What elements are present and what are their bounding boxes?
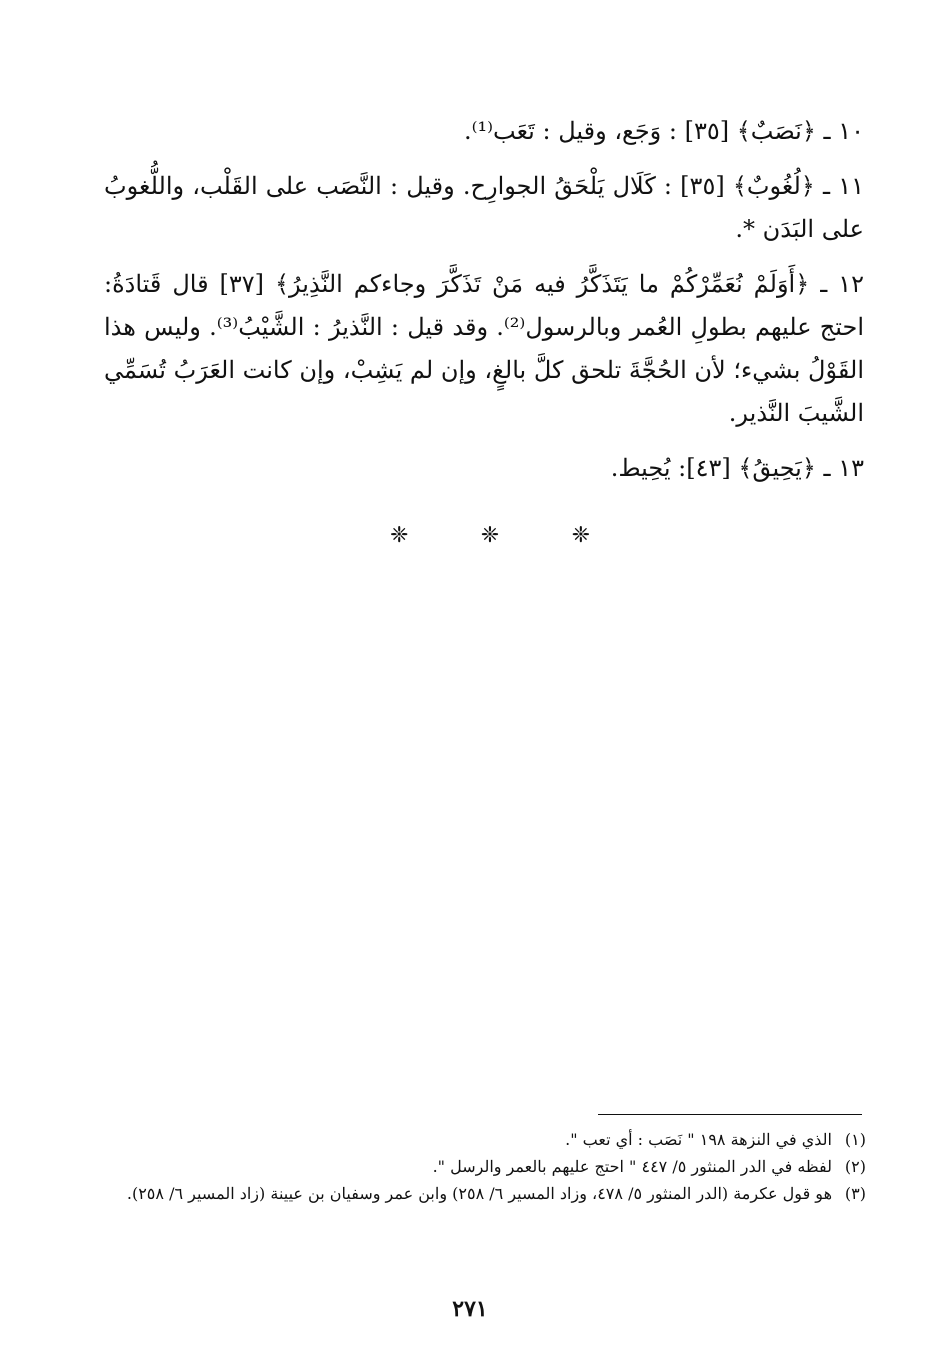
main-text — [104, 110, 864, 502]
footnote-text: لفظه في الدر المنثور ٥/ ٤٤٧ " احتج عليهم بالعمر والرسل ". — [432, 1157, 832, 1176]
footnote-3 — [104, 1180, 866, 1207]
section-divider — [390, 523, 590, 548]
ornament-icon: ❈ — [390, 523, 409, 548]
ornament-icon: ❈ — [480, 523, 500, 548]
footnote-number: (٣) — [844, 1184, 866, 1203]
page-number: ٢٧١ — [452, 1296, 488, 1322]
entry-13: ١٣ ـ ﴿يَحِيقُ﴾ [٤٣]: يُحِيط. — [610, 454, 864, 482]
footnotes — [104, 1126, 866, 1207]
footnote-1 — [104, 1126, 866, 1153]
entry-11: ١١ ـ ﴿لُغُوبٌ﴾ [٣٥] : كَلَال يَلْحَقُ الجوارِح. وقيل : النَّصَب على القَلْب، واللُّغوبُ على البَدَن *. — [104, 172, 864, 243]
footnote-2 — [104, 1153, 866, 1180]
footnote-text: هو قول عكرمة (الدر المنثور ٥/ ٤٧٨، وزاد المسير ٦/ ٢٥٨) وابن عمر وسفيان بن عيينة (زاد المسير ٦/ ٢٥٨). — [126, 1184, 832, 1203]
entry-12: ١٢ ـ ﴿أَوَلَمْ نُعَمِّرْكُمْ ما يَتَذَكَّرُ فيه مَنْ تَذَكَّرَ وجاءكم النَّذِيرُ﴾ [٣٧] قال قَتادَةُ: احتج عليهم بطولِ العُمر وبالرسول⁽²⁾. وقد قيل : النَّذيرُ : الشَّيْبُ⁽³⁾. وليس هذا القَوْلُ بشيء؛ لأن الحُجَّةَ تلحق كلَّ بالغٍ، وإن لم يَشِبْ، وإن كانت العَرَبُ تُسَمِّي الشَّيبَ النَّذير. — [104, 270, 865, 427]
footnote-number: (٢) — [844, 1157, 866, 1176]
entry-10: ١٠ ـ ﴿نَصَبٌ﴾ [٣٥] : وَجَع، وقيل : تَعَب⁽¹⁾. — [463, 117, 864, 145]
footnote-rule — [598, 1114, 862, 1115]
footnote-number: (١) — [844, 1130, 866, 1149]
ornament-icon: ❈ — [571, 523, 590, 548]
footnote-text: الذي في النزهة ١٩٨ " نَصَب : أي تعب ". — [565, 1130, 832, 1149]
